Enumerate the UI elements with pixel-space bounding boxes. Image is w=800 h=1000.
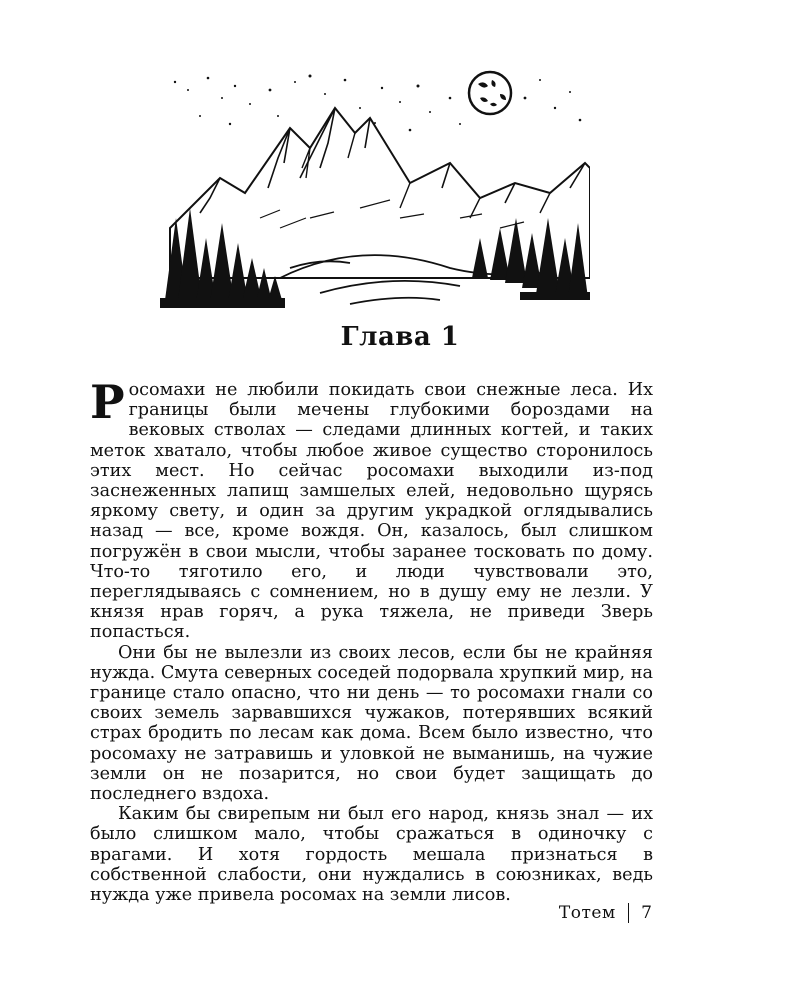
footer-divider (628, 903, 630, 923)
chapter-title: Глава 1 (340, 322, 460, 352)
paragraph: Они бы не вылезли из своих лесов, если бы не крайняя нужда. Смута северных соседей подорвала хрупкий мир, на границе стало опасно, что ни день — то росомахи гнали со своих земель зарвавшихся чужаков, потерявших всякий страх бродить по лесам как дома. Всем было известно, что росомаху не затравишь и уловкой не выманишь, на чужие земли он не позарится, но свои будет защищать до последнего вздоха. (90, 642, 653, 805)
running-title: Тотем (558, 903, 616, 923)
page-number: 7 (641, 903, 652, 923)
stars (174, 75, 582, 132)
chapter-body (90, 375, 653, 906)
drop-cap: Р (90, 375, 125, 429)
paragraph: Каким бы свирепым ни был его народ, князь знал — их было слишком мало, чтобы сражаться в одиночку с врагами. И хотя гордость мешала признаться в собственной слабости, они нуждались в союзниках, ведь нужда уже привела росомах на земли лисов. (90, 804, 653, 906)
page-footer (559, 903, 652, 923)
paragraph (90, 375, 653, 643)
mountains (170, 108, 590, 278)
paragraph-text: осомахи не любили покидать свои снежные леса. Их границы были мечены глубокими бороздами на вековых стволах — следами длинных когтей, и таких меток хватало, чтобы любое живое существо сторонилось этих мест. Но сейчас росомахи выходили из-под заснеженных лапищ замшелых елей, недовольно щурясь яркому свету, и один за другим украдкой оглядывались назад — все, кроме вождя. Он, казалось, был слишком погружён в свои мысли, чтобы заранее тосковать по дому. Что-то тяготило его, и люди чувствовали это, переглядываясь с сомнением, но в душу ему не лезли. У князя нрав горяч, а рука тяжела, не приведи Зверь попасться. (90, 380, 653, 643)
moon (469, 72, 511, 114)
mountain-landscape-illustration (160, 68, 590, 308)
